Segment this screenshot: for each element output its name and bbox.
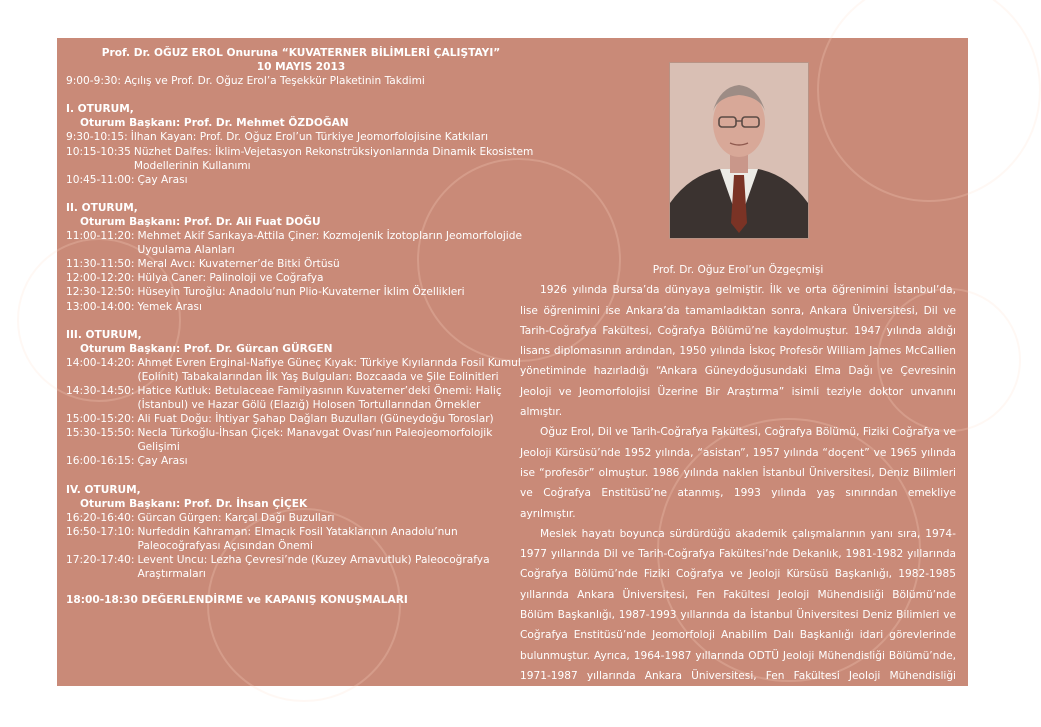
item-time: 16:50-17:10: [66,525,135,538]
item-text: Levent Uncu: Lezha Çevresi’nde (Kuzey Arnavutluk) Paleocoğrafya Araştırmaları [137,554,490,581]
session-2 [66,201,536,314]
item-text: Meral Avcı: Kuvaterner’de Bitki Örtüsü [137,258,340,271]
workshop-title: Prof. Dr. OĞUZ EROL Onuruna “KUVATERNER BİLİMLERİ ÇALIŞTAYI” [101,47,501,59]
item-text: Gürcan Gürgen: Karçal Dağı Buzulları [137,511,335,524]
item-time: 11:00-11:20: [66,230,135,243]
session-chair: Oturum Başkanı: Prof. Dr. İhsan ÇİÇEK [80,497,308,510]
item-time: 17:20-17:40: [66,554,135,566]
program-item [66,300,536,314]
biography [520,260,956,727]
item-time: 12:30-12:50: [66,286,135,299]
bio-paragraph: Oğuz Erol, Dil ve Tarih-Coğrafya Fakültesi, Coğrafya Bölümü, Fiziki Coğrafya ve Jeoloji Kürsüsü’nde 1952 yılında, “asistan”, 1957 yılında “doçent” ve 1965 yılında ise “profesör” olmuştur. 1986 yılında naklen İstanbul Üniversitesi, Deniz Bilimleri ve Coğrafya Enstitüsü’ne atanmış, 1993 yılında yaş sınırından emekliye ayrılmıştır. [520,426,956,520]
session-3 [66,328,536,469]
session-chair: Oturum Başkanı: Prof. Dr. Ali Fuat DOĞU [80,215,321,228]
closing-line: 18:00-18:30 DEĞERLENDİRME ve KAPANIŞ KONUŞMALARI [66,594,408,607]
item-text: Hatice Kutluk: Betulaceae Familyasının Kuvaterner’deki Önemi: Haliç (İstanbul) ve Hazar Gölü (Elazığ) Holosen Tortullarından Örnekler [137,384,502,412]
bio-paragraph: Meslek hayatı boyunca sürdürdüğü akademik çalışmalarının yanı sıra, 1974-1977 yıllarında Dil ve Tarih-Coğrafya Fakültesi’nde Dekanlık, 1981-1982 yıllarında Coğrafya Bölümü’nde Fiziki Coğrafya ve Jeoloji Kürsüsü Başkanlığı, 1982-1985 yıllarında Ankara Üniversitesi, Fen Fakültesi Jeoloji Mühendisliği Bölümü’nde Bölüm Başkanlığı, 1987-1993 yıllarında da İstanbul Üniversitesi Deniz Bilimleri ve Coğrafya Enstitüsü’nde Jeomorfoloji Anabilim Dalı Başkanlığı idari görevlerinde bulunmuştur. Ayrıca, 1964-1987 yıllarında ODTÜ Jeoloji Mühendisliği Bölümü’nde, 1971-1987 yıllarında Ankara Üniversitesi, Fen Fakültesi Jeoloji Mühendisliği Bölümü’nde ve İTÜ Jeoloji Mühendisliği Bölümü’nde lisans ve lisansüstü eğitim programlarında çeşitli dersler vermiştir. [520,527,956,723]
item-text: Nüzhet Dalfes: İklim-Vejetasyon Rekonstrüksiyonlarında Dinamik Ekosistem Modellerinin Kullanımı [133,145,534,172]
session-title: III. OTURUM, [66,328,142,341]
item-time: 12:00-12:20: [66,272,135,285]
session-chair: Oturum Başkanı: Prof. Dr. Mehmet ÖZDOĞAN [80,117,349,130]
item-text: Mehmet Akif Sarıkaya-Attila Çiner: Kozmojenik İzotopların Jeomorfolojide Uygulama Alanları [137,230,522,257]
item-text: Hüseyin Turoğlu: Anadolu’nun Plio-Kuvaterner İklim Özellikleri [137,286,465,299]
workshop-date: 10 MAYIS 2013 [256,61,346,74]
item-time: 14:00-14:20: [66,356,135,369]
item-time: 16:00-16:15: [66,455,135,468]
program-item [66,454,536,468]
session-title: II. OTURUM, [66,201,138,214]
bio-paragraph: 1926 yılında Bursa’da dünyaya gelmiştir. İlk ve orta öğrenimini İstanbul’da, lise öğrenimini ise Ankara’da tamamladıktan sonra, Ankara Üniversitesi, Dil ve Tarih-Coğrafya Fakültesi, Coğrafya Bölümü’ne kaydolmuştur. 1947 yılında aldığı lisans diplomasının ardından, 1950 yılında İskoç Profesör William James McCallien yönetiminde hazırladığı “Ankara Güneydoğusundaki Elma Dağı ve Çevresinin Jeoloji ve Jeomorfolojisi Üzerine Bir Araştırma” isimli teziyle doktor unvanını almıştır. [520,284,956,419]
program-item [66,145,536,173]
session-title: I. OTURUM, [66,103,134,116]
item-text: Çay Arası [137,455,188,468]
decorative-ornament [817,0,1041,202]
session-title: IV. OTURUM, [66,483,141,496]
program-item [66,553,536,581]
program-item [66,426,536,454]
item-time: 13:00-14:00: [66,300,135,313]
item-time: 15:30-15:50: [66,427,135,440]
portrait-photo [669,62,809,239]
item-time: 15:00-15:20: [66,413,135,426]
program-column [66,46,536,607]
item-time: 14:30-14:50: [66,384,135,397]
item-text: Ali Fuat Doğu: İhtiyar Şahap Dağları Buzulları (Güneydoğu Toroslar) [137,413,494,426]
program-item [66,511,536,525]
opening-line: 9:00-9:30: Açılış ve Prof. Dr. Oğuz Erol’a Teşekkür Plaketinin Takdimi [66,75,425,88]
item-time: 10:45-11:00: [66,173,135,186]
program-item [66,384,536,412]
program-sheet [57,38,968,723]
item-time: 11:30-11:50: [66,258,135,271]
program-item [66,173,536,187]
portrait-image [670,63,808,238]
item-text: Necla Türkoğlu-İhsan Çiçek: Manavgat Ovası’nın Paleojeomorfolojik Gelişimi [137,427,493,454]
item-text: Nurfeddin Kahraman: Elmacık Fosil Yataklarının Anadolu’nun Paleocoğrafyası Açısından Önemi [137,525,458,552]
item-text: İlhan Kayan: Prof. Dr. Oğuz Erol’un Türkiye Jeomorfolojisine Katkıları [130,131,489,144]
program-item [66,130,536,144]
program-item [66,271,536,285]
program-item [66,257,536,271]
program-item [66,229,536,257]
program-item [66,285,536,299]
item-text: Çay Arası [137,173,188,186]
item-text: Hülya Caner: Palinoloji ve Coğrafya [137,272,324,285]
bio-caption: Prof. Dr. Oğuz Erol’un Özgeçmişi [652,264,824,276]
item-time: 10:15-10:35 [66,145,131,158]
session-4 [66,483,536,582]
program-item [66,412,536,426]
program-item [66,356,536,384]
item-text: Yemek Arası [137,300,202,313]
session-1 [66,102,536,187]
item-text: Ahmet Evren Erginal-Nafiye Güneç Kıyak: Türkiye Kıyılarında Fosil Kumul (Eolinit) Tabakalarından İlk Yaş Bulguları: Bozcaada ve Şile Eolinitleri [137,356,521,383]
item-time: 9:30-10:15: [66,131,128,144]
session-chair: Oturum Başkanı: Prof. Dr. Gürcan GÜRGEN [80,342,333,355]
program-item [66,525,536,553]
item-time: 16:20-16:40: [66,511,135,524]
